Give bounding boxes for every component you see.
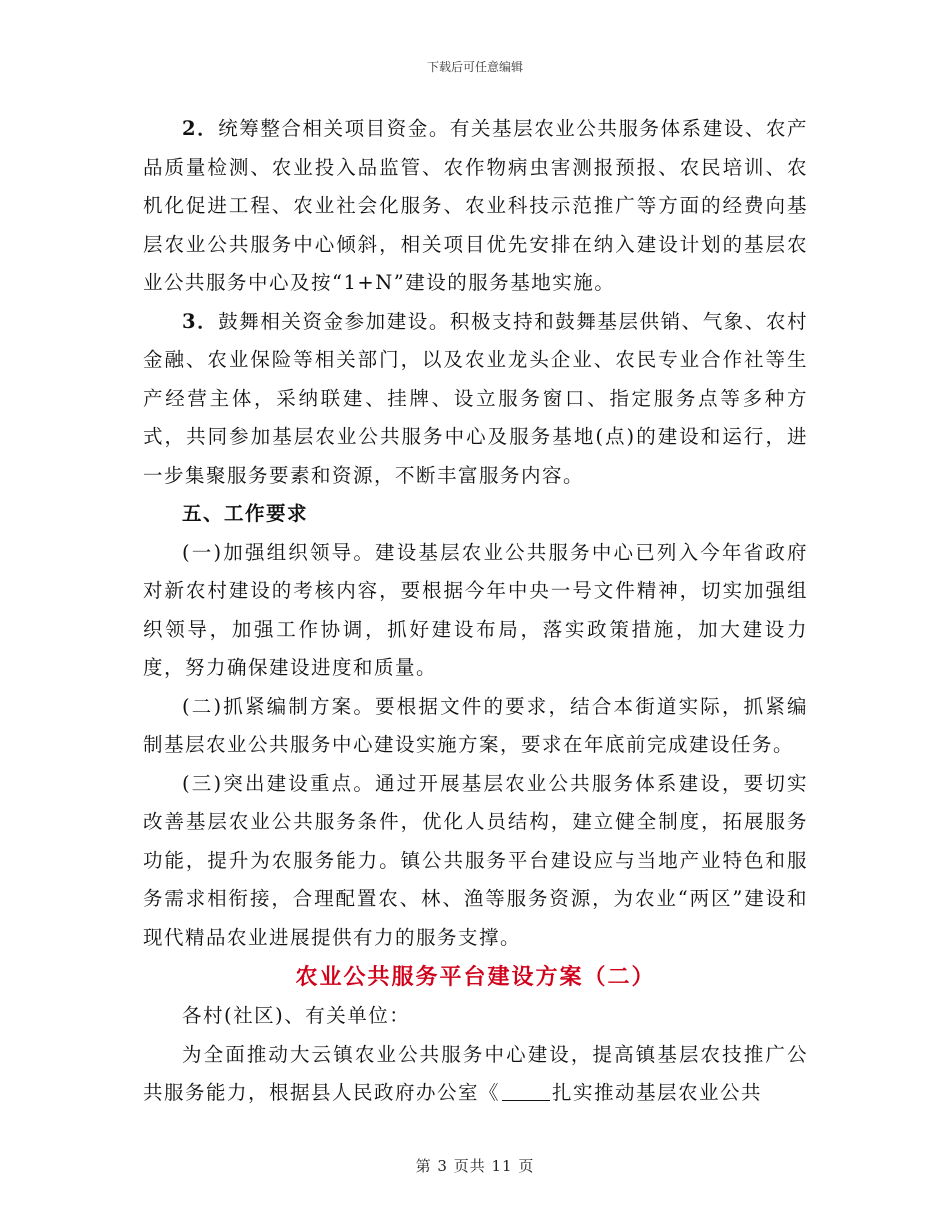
paragraph-compile-plan: (二)抓紧编制方案。要根据文件的要求，结合本街道实际，抓紧编制基层农业公共服务中心建设实施方案，要求在年底前完成建设任务。 xyxy=(143,694,808,756)
paragraph-highlight-focus: (三)突出建设重点。通过开展基层农业公共服务体系建设，要切实改善基层农业公共服务条件，优化人员结构，建立健全制度，拓展服务功能，提升为农服务能力。镇公共服务平台建设应与当地产业特色和服务需求相衔接，合理配置农、林、渔等服务资源，为农业“两区”建设和现代精品农业进展提供有力的服务支撑。 xyxy=(143,771,808,949)
document-body xyxy=(143,110,808,1113)
page-header-note: 下载后可任意编辑 xyxy=(426,60,523,74)
paragraph-number: 3． xyxy=(182,309,219,333)
paragraph-text: 统筹整合相关项目资金。有关基层农业公共服务体系建设、农产品质量检测、农业投入品监管、农作物病虫害测报预报、农民培训、农机化促进工程、农业社会化服务、农业科技示范推广等方面的经费向基层农业公共服务中心倾斜，相关项目优先安排在纳入建设计划的基层农业公共服务中心及按“1+N”建设的服务基地实施。 xyxy=(143,117,808,294)
section-heading-work-requirements: 五、工作要求 xyxy=(182,502,309,525)
paragraph-strengthen-leadership: (一)加强组织领导。建设基层农业公共服务中心已列入今年省政府对新农村建设的考核内容，要根据今年中央一号文件精神，切实加强组织领导，加强工作协调，抓好建设布局，落实政策措施，加大建设力度，努力确保建设进度和质量。 xyxy=(143,540,808,679)
document-title: 农业公共服务平台建设方案（二） xyxy=(295,964,656,990)
paragraph-item-2 xyxy=(143,110,808,303)
paragraph-number: 2． xyxy=(182,117,219,140)
paragraph-text: 鼓舞相关资金参加建设。积极支持和鼓舞基层供销、气象、农村金融、农业保险等相关部门，以及农业龙头企业、农民专业合作社等生产经营主体，采纳联建、挂牌、设立服务窗口、指定服务点等多种方式，共同参加基层农业公共服务中心及服务基地(点)的建设和运行，进一步集聚服务要素和资源，不断丰富服务内容。 xyxy=(143,309,808,487)
paragraph-text: 为全面推动大云镇农业公共服务中心建设，提高镇基层农技推广公共服务能力，根据县人民政府办公室《 xyxy=(143,1042,808,1104)
fill-in-blank xyxy=(502,1082,550,1101)
paragraph-text: 扎实推动基层农业公共 xyxy=(552,1081,763,1104)
paragraph-intro xyxy=(143,1036,808,1113)
paragraph-salutation: 各村(社区)、有关单位： xyxy=(182,1004,411,1027)
page-number: 第 3 页共 11 页 xyxy=(415,1157,535,1175)
paragraph-item-3 xyxy=(143,303,808,496)
